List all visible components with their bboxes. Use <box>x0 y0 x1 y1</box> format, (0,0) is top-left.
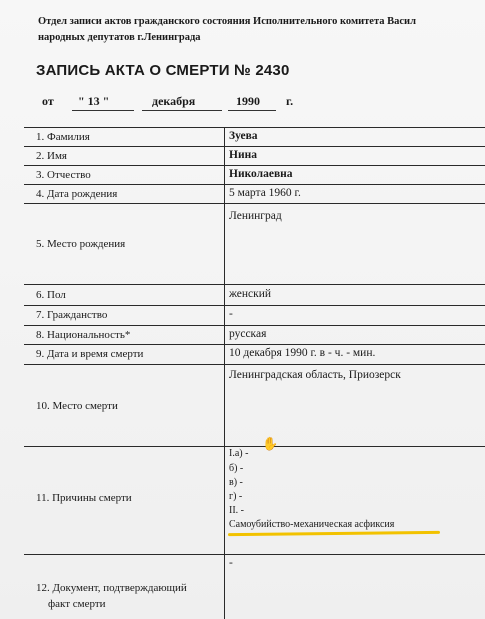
table-rule <box>24 554 485 555</box>
field-value-surname: Зуева <box>229 130 258 142</box>
field-label-death-place: 10. Место смерти <box>36 400 118 412</box>
highlight-underline <box>228 531 440 536</box>
field-label-death-datetime: 9. Дата и время смерти <box>36 348 144 360</box>
field-value-death-datetime: 10 декабря 1990 г. в - ч. - мин. <box>229 347 376 359</box>
table-rule <box>24 344 485 345</box>
cause-line-1a: I.а) - <box>229 448 249 459</box>
table-rule <box>24 146 485 147</box>
table-rule <box>24 127 485 128</box>
field-label-citizenship: 7. Гражданство <box>36 309 108 321</box>
office-line-2: народных депутатов г.Ленинграда <box>38 32 201 43</box>
cause-line-2: II. - <box>229 505 244 516</box>
hand-cursor-icon: ✋ <box>262 436 279 451</box>
field-label-birth-date: 4. Дата рождения <box>36 188 118 200</box>
date-year-suffix: г. <box>286 94 294 108</box>
field-label-document-line-1: 12. Документ, подтверждающий <box>36 582 187 594</box>
field-label-patronymic: 3. Отчество <box>36 169 91 181</box>
table-rule <box>24 364 485 365</box>
date-prefix: от <box>42 94 54 108</box>
field-value-citizenship: - <box>229 308 233 320</box>
table-rule <box>24 305 485 306</box>
cause-main: Самоубийство-механическая асфиксия <box>229 519 395 530</box>
field-label-sex: 6. Пол <box>36 289 66 301</box>
field-label-surname: 1. Фамилия <box>36 131 90 143</box>
cause-line-1c: в) - <box>229 477 243 488</box>
field-label-death-causes: 11. Причины смерти <box>36 492 132 504</box>
record-date <box>42 94 342 112</box>
table-rule <box>24 165 485 166</box>
registry-office-header <box>38 14 485 46</box>
column-divider <box>224 127 225 619</box>
field-value-document: - <box>229 557 233 569</box>
field-value-sex: женский <box>229 288 272 300</box>
field-value-death-place: Ленинградская область, Приозерск <box>229 369 401 381</box>
table-rule <box>24 184 485 185</box>
table-rule <box>24 446 485 447</box>
table-rule <box>24 203 485 204</box>
field-label-birth-place: 5. Место рождения <box>36 238 126 250</box>
field-label-nationality: 8. Национальность* <box>36 329 131 341</box>
record-title: ЗАПИСЬ АКТА О СМЕРТИ № 2430 <box>36 62 290 79</box>
field-value-nationality: русская <box>229 328 267 340</box>
month-underline <box>142 110 222 111</box>
year-underline <box>228 110 276 111</box>
field-value-name: Нина <box>229 149 257 161</box>
table-rule <box>24 325 485 326</box>
field-value-birth-date: 5 марта 1960 г. <box>229 187 301 199</box>
date-day: " 13 " <box>78 94 110 108</box>
date-year: 1990 <box>236 94 260 108</box>
field-value-patronymic: Николаевна <box>229 168 293 180</box>
field-label-document-line-2: факт смерти <box>48 598 106 610</box>
date-month: декабря <box>152 94 196 108</box>
field-label-name: 2. Имя <box>36 150 67 162</box>
table-rule <box>24 284 485 285</box>
day-underline <box>72 110 134 111</box>
field-value-birth-place: Ленинград <box>229 210 282 222</box>
cause-line-1d: г) - <box>229 491 243 502</box>
cause-line-1b: б) - <box>229 463 244 474</box>
office-line-1: Отдел записи актов гражданского состояния Исполнительного комитета Васил <box>38 16 416 27</box>
